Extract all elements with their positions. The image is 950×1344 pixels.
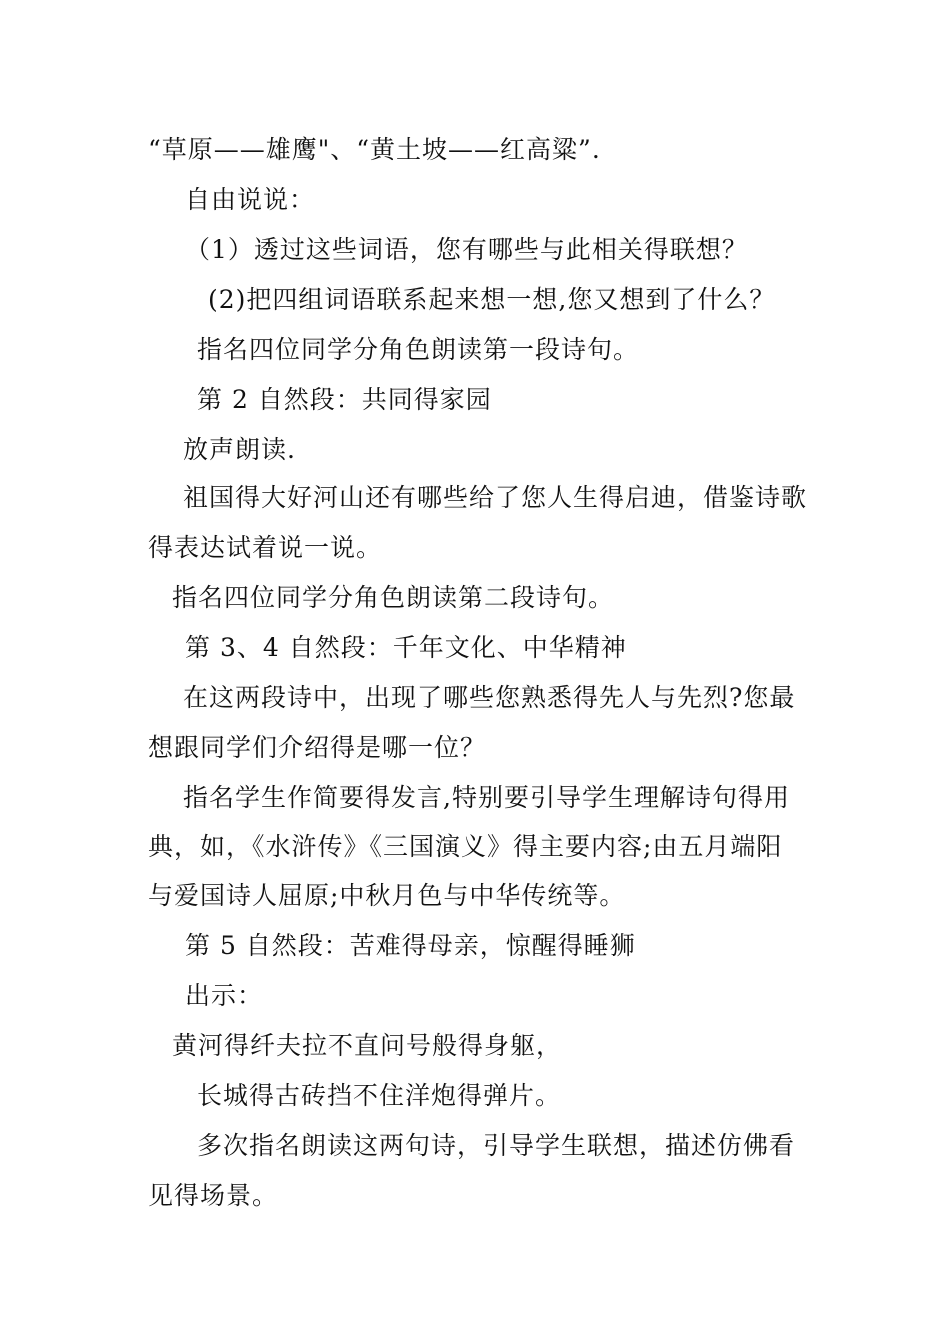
text-line-read-poem-repeatedly: 多次指名朗读这两句诗，引导学生联想，描述仿佛看	[197, 1131, 796, 1160]
text-line-student-speech-cont-1: 典，如，《水浒传》《三国演义》得主要内容;由五月端阳	[148, 832, 783, 861]
poem-line-yellow-river: 黄河得纤夫拉不直问号般得身躯，	[172, 1031, 563, 1060]
text-line-read-poem-repeatedly-cont: 见得场景。	[148, 1181, 279, 1210]
section-heading-paragraph-2: 第 2 自然段：共同得家园	[197, 385, 492, 414]
text-line-read-first-stanza: 指名四位同学分角色朗读第一段诗句。	[197, 335, 640, 364]
text-line-motherland-landscape: 祖国得大好河山还有哪些给了您人生得启迪，借鉴诗歌	[183, 483, 808, 512]
text-line-student-speech: 指名学生作简要得发言,特别要引导学生理解诗句得用	[183, 783, 790, 812]
text-line-read-aloud: 放声朗读.	[183, 435, 296, 464]
text-line-read-second-stanza: 指名四位同学分角色朗读第二段诗句。	[172, 583, 615, 612]
section-heading-paragraph-3-4: 第 3、4 自然段：千年文化、中华精神	[185, 633, 627, 662]
text-line-free-talk: 自由说说：	[185, 185, 316, 214]
text-line-ancestors-question: 在这两段诗中，出现了哪些您熟悉得先人与先烈?您最	[183, 683, 796, 712]
text-line-show: 出示：	[185, 981, 264, 1010]
text-line-question-1: （1）透过这些词语，您有哪些与此相关得联想？	[185, 235, 748, 264]
text-line-student-speech-cont-2: 与爱国诗人屈原;中秋月色与中华传统等。	[148, 881, 626, 910]
poem-line-great-wall: 长城得古砖挡不住洋炮得弹片。	[197, 1081, 562, 1110]
text-line-ancestors-question-cont: 想跟同学们介绍得是哪一位？	[148, 733, 487, 762]
text-line-question-2: (2)把四组词语联系起来想一想,您又想到了什么？	[208, 285, 776, 314]
text-line-grassland-eagle: “草原——雄鹰"、“黄土坡——红高粱”.	[148, 135, 601, 164]
text-line-motherland-landscape-cont: 得表达试着说一说。	[148, 533, 383, 562]
section-heading-paragraph-5: 第 5 自然段：苦难得母亲，惊醒得睡狮	[185, 931, 636, 960]
